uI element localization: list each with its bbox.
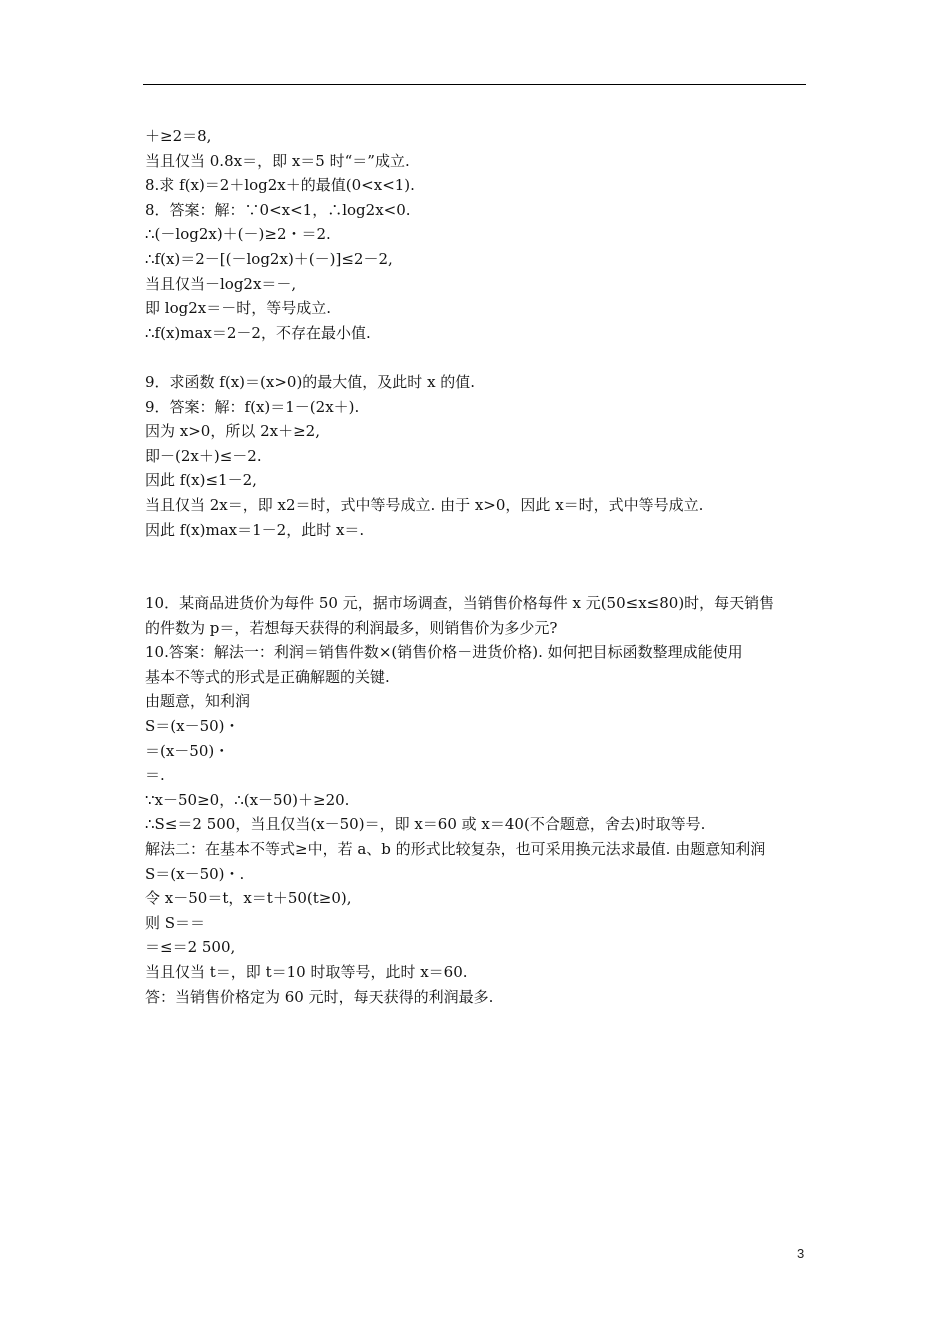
text-line: 因为 x>0，所以 2x＋≥2, xyxy=(145,422,320,441)
text-line: ∴S≤＝2 500，当且仅当(x－50)＝，即 x＝60 或 x＝40(不合题意，舍去)时取等号. xyxy=(145,815,706,834)
text-line: ∵x－50≥0，∴(x－50)＋≥20. xyxy=(145,790,350,809)
text-line: 当且仅当 0.8x＝，即 x＝5 时“＝”成立. xyxy=(145,151,410,170)
text-line: ∴(－log2x)＋(－)≥2・＝2. xyxy=(145,225,331,244)
text-line: 当且仅当 2x＝，即 x2＝时，式中等号成立. 由于 x>0，因此 x＝时，式中等号成立. xyxy=(145,495,704,514)
problem-9-block xyxy=(145,370,807,542)
text-line: 由题意，知利润 xyxy=(145,692,251,711)
text-line: ＝≤＝2 500, xyxy=(145,938,236,957)
problem-9-statement: 9．求函数 f(x)＝(x>0)的最大值，及此时 x 的值. xyxy=(145,372,476,391)
text-line: 即 log2x＝－时，等号成立. xyxy=(145,299,331,318)
problem-10-answer: 10.答案：解法一：利润＝销售件数×(销售价格－进货价格). 如何把目标函数整理成能使用 xyxy=(145,643,743,662)
text-line: S＝(x－50)・. xyxy=(145,864,245,883)
problem-10-block xyxy=(145,591,807,1009)
text-line: ＝. xyxy=(145,766,165,785)
text-line: ＝(x－50)・ xyxy=(145,741,230,760)
text-line: 即－(2x＋)≤－2. xyxy=(145,446,262,465)
document-body xyxy=(145,124,807,1009)
text-line: ＋≥2＝8, xyxy=(145,127,212,145)
text-line: 基本不等式的形式是正确解题的关键. xyxy=(145,667,390,686)
problem-8-answer: 8．答案：解：∵0<x<1，∴log2x<0. xyxy=(145,200,411,219)
solution-block-7-8 xyxy=(145,124,807,345)
text-line: 因此 f(x)max＝1－2，此时 x＝. xyxy=(145,520,365,539)
problem-10-statement: 10．某商品进货价为每件 50 元，据市场调查，当销售价格每件 x 元(50≤x≤80)时，每天销售 xyxy=(145,594,775,613)
text-line: 因此 f(x)≤1－2, xyxy=(145,471,257,490)
text-line: 当且仅当 t＝，即 t＝10 时取等号，此时 x＝60. xyxy=(145,963,468,981)
method-2-heading: 解法二：在基本不等式≥中，若 a、b 的形式比较复杂，也可采用换元法求最值. 由题意知利润 xyxy=(145,840,766,859)
text-line: ∴f(x)max＝2－2，不存在最小值. xyxy=(145,323,371,342)
spacer xyxy=(145,345,807,370)
text-line: 则 S＝＝ xyxy=(145,913,206,932)
text-line: 令 x－50＝t，x＝t＋50(t≥0), xyxy=(145,889,352,908)
problem-8-statement: 8.求 f(x)＝2＋log2x＋的最值(0<x<1). xyxy=(145,176,415,195)
final-answer: 答：当销售价格定为 60 元时，每天获得的利润最多. xyxy=(145,987,494,1006)
problem-10-statement-cont: 的件数为 p＝，若想每天获得的利润最多，则销售价为多少元? xyxy=(145,618,558,637)
text-line: 当且仅当－log2x＝－, xyxy=(145,274,297,293)
text-line: ∴f(x)＝2－[(－log2x)＋(－)]≤2－2, xyxy=(145,249,393,268)
header-rule xyxy=(143,84,806,85)
text-line: S＝(x－50)・ xyxy=(145,717,240,736)
spacer xyxy=(145,542,807,591)
problem-9-answer: 9．答案：解：f(x)＝1－(2x＋). xyxy=(145,397,360,416)
page-number: 3 xyxy=(797,1246,805,1261)
